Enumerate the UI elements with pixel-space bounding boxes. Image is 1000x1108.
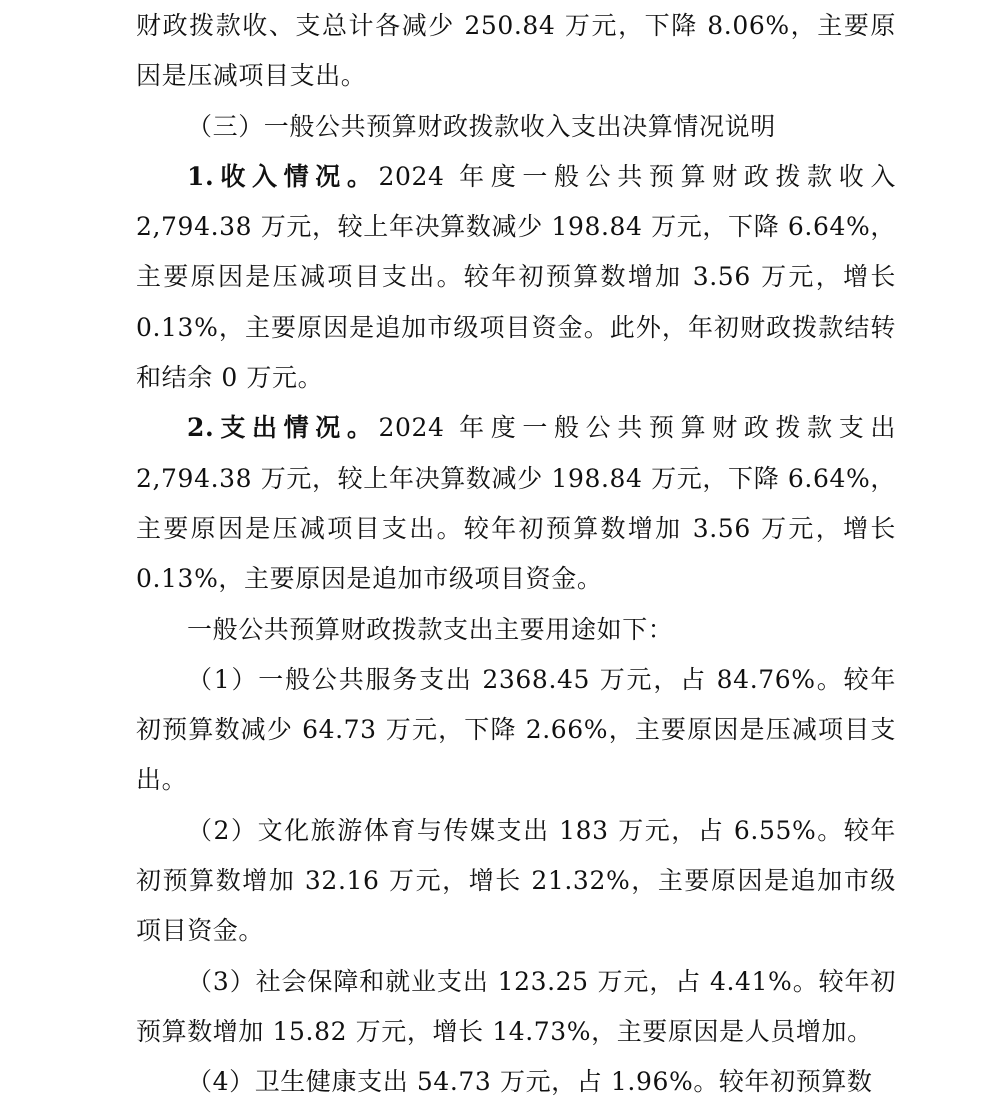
paragraph-expenditure bbox=[136, 403, 896, 604]
paragraph-total-decrease bbox=[136, 1, 896, 102]
paragraph-lead-expenditure: 2.支出情况。 bbox=[187, 413, 379, 443]
document-body bbox=[136, 1, 896, 1108]
paragraph-text: 2024 年度一般公共预算财政拨款支出 2,794.38 万元，较上年决算数减少 198.84 万元，下降 6.64%，主要原因是压减项目支出。较年初预算数增加 3.56 万元，增长 0.13%，主要原因是追加市级项目资金。 bbox=[136, 413, 896, 594]
paragraph-item-1 bbox=[136, 655, 896, 806]
paragraph-item-3 bbox=[136, 957, 896, 1058]
paragraph-text: （2）文化旅游体育与传媒支出 183 万元，占 6.55%。较年初预算数增加 32.16 万元，增长 21.32%，主要原因是追加市级项目资金。 bbox=[136, 815, 896, 946]
section-heading-text: （三）一般公共预算财政拨款收入支出决算情况说明 bbox=[187, 111, 776, 141]
paragraph-text: 一般公共预算财政拨款支出主要用途如下： bbox=[187, 614, 674, 644]
paragraph-uses-intro bbox=[136, 605, 896, 655]
paragraph-text: （1）一般公共服务支出 2368.45 万元，占 84.76%。较年初预算数减少 64.73 万元，下降 2.66%，主要原因是压减项目支出。 bbox=[136, 664, 896, 795]
paragraph-text: 2024 年度一般公共预算财政拨款收入 2,794.38 万元，较上年决算数减少 198.84 万元，下降 6.64%，主要原因是压减项目支出。较年初预算数增加 3.56 万元，增长 0.13%，主要原因是追加市级项目资金。此外，年初财政拨款结转和结余 0 万元。 bbox=[136, 161, 896, 393]
paragraph-item-2 bbox=[136, 806, 896, 957]
paragraph-item-4 bbox=[136, 1057, 896, 1107]
paragraph-lead-income: 1.收入情况。 bbox=[187, 161, 379, 191]
paragraph-text: 财政拨款收、支总计各减少 250.84 万元，下降 8.06%，主要原因是压减项目支出。 bbox=[136, 11, 896, 91]
section-heading bbox=[136, 102, 896, 152]
paragraph-text: （3）社会保障和就业支出 123.25 万元，占 4.41%。较年初预算数增加 15.82 万元，增长 14.73%，主要原因是人员增加。 bbox=[136, 966, 896, 1046]
paragraph-text: （4）卫生健康支出 54.73 万元，占 1.96%。较年初预算数 bbox=[187, 1067, 873, 1097]
paragraph-income bbox=[136, 152, 896, 403]
